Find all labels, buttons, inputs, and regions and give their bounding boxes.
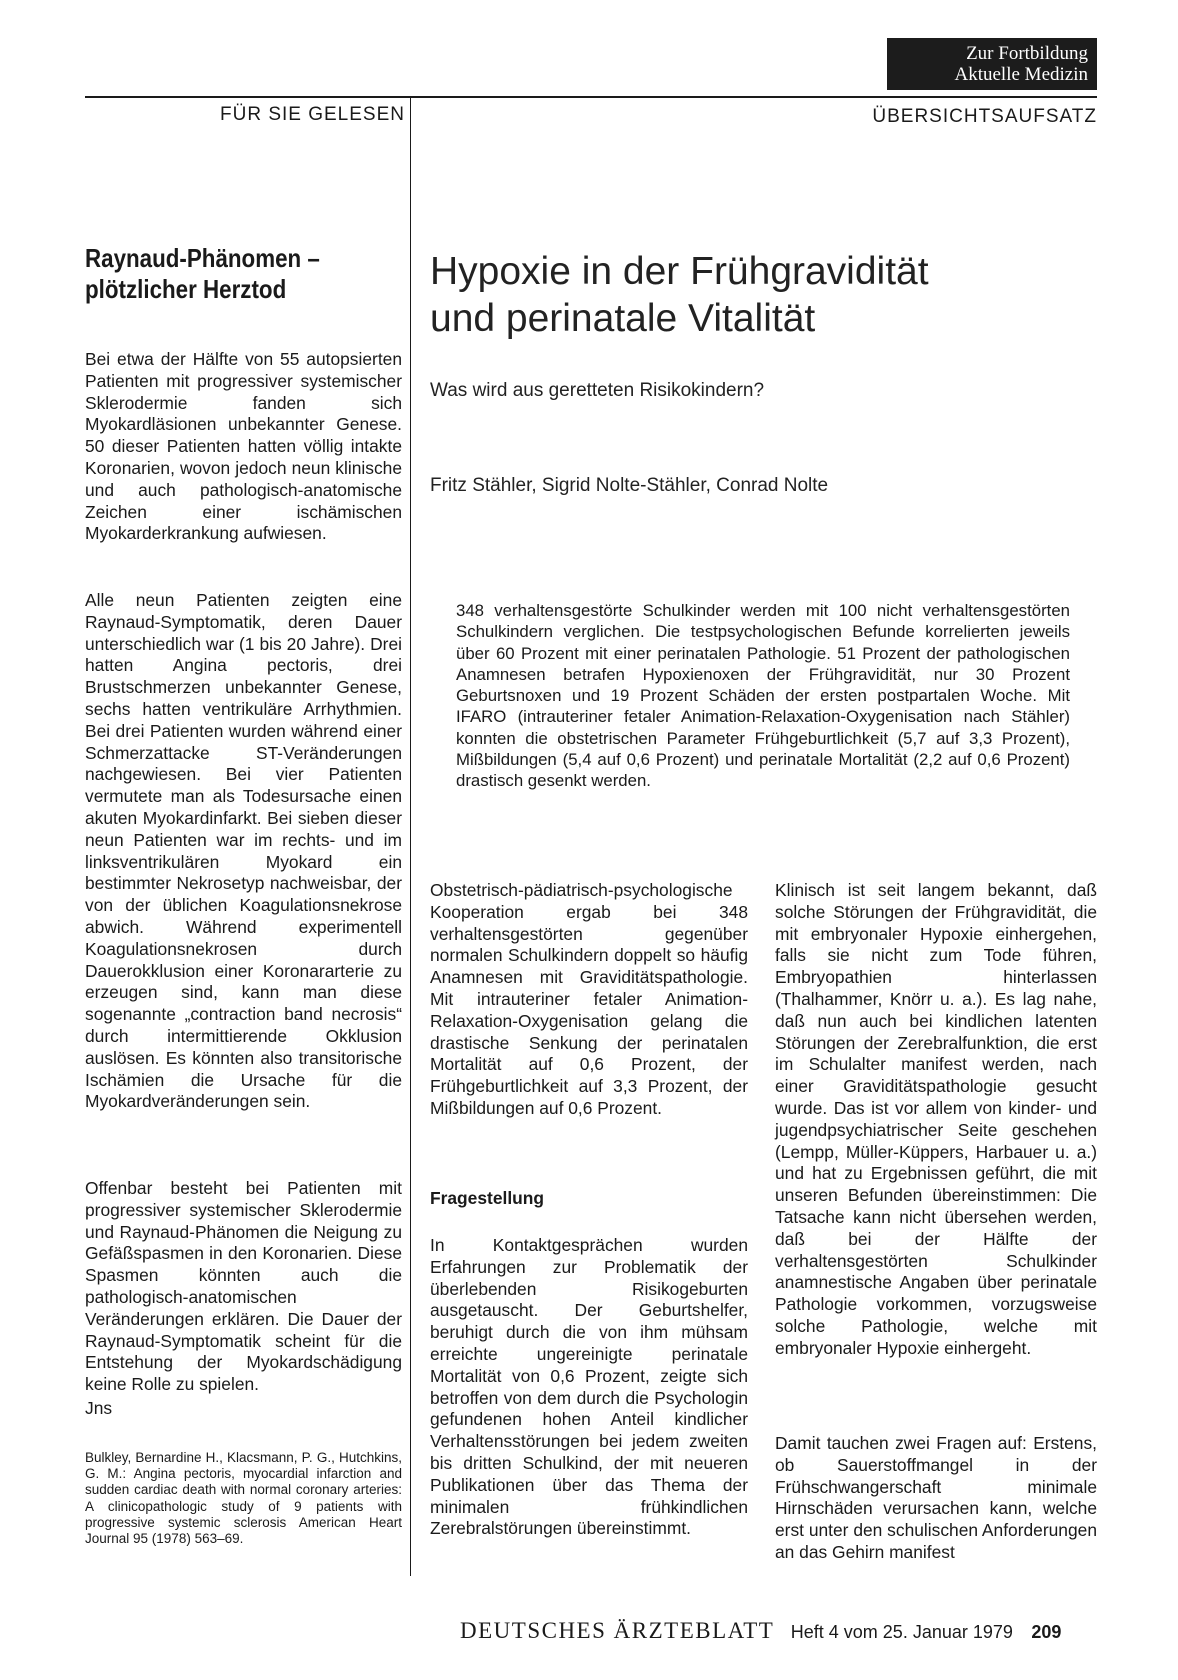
page-footer — [460, 1618, 1097, 1648]
article-paragraph-right-2: Damit tauchen zwei Fragen auf: Erstens, ob Sauerstoffmangel in der Frühschwangerschaft minimale Hirnschäden verursachen kann, welche erst unter den schulischen Anforderungen an das Gehirn manifest — [775, 1433, 1097, 1562]
article-section-label: ÜBERSICHTSAUFSATZ — [872, 106, 1097, 127]
fragestellung-paragraph: In Kontaktgesprächen wurden Erfahrungen zur Problematik der überlebenden Risikogeburten ausgetauscht. Der Geburtshelfer, beruhigt durch die von ihm mühsam erreichte ungereinigte perinatale Mortalität von 0,6 Prozent, zeigte sich betroffen von dem durch die Psychologin gefundenen hohen Anteil kindlicher Verhaltensstörungen bei jedem zweiten bis dritten Schulkind, der mit neueren Publikationen über das Thema der minimalen frühkindlichen Zerebralstörungen übereinstimmt. — [430, 1235, 748, 1539]
sidebar-signature: Jns — [85, 1398, 113, 1418]
article-title-line-1: Hypoxie in der Frühgravidität — [430, 250, 929, 293]
sidebar-paragraph-2: Alle neun Patienten zeigten eine Raynaud-Symptomatik, deren Dauer unterschiedlich war (1 bis 20 Jahre). Drei hatten Angina pectoris, drei Brustschmerzen unbekannter Genese, sechs hatten ventrikuläre Arrhythmien. Bei drei Patienten wurden während einer Schmerzattacke ST-Veränderungen nachgewiesen. Bei vier Patienten vermutete man als Todesursache einen akuten Myokardinfarkt. Bei sieben dieser neun Patienten war im rechts- und im linksventrikulären Myokard ein bestimmter Nekrosetyp nachweisbar, der von der üblichen Koagulationsnekrose abwich. Während experimentell Koagulationsnekrosen durch Dauerokklusion einer Koronararterie zu erzeugen sind, kann man diese sogenannte „contraction band necrosis“ durch intermittierende Okklusion auslösen. Es könnten also transitorische Ischämien die Ursache für die Myokardveränderungen sein. — [85, 590, 402, 1112]
article-title-line-2: und perinatale Vitalität — [430, 297, 816, 340]
header-rule — [85, 96, 1097, 98]
section-heading-fragestellung: Fragestellung — [430, 1188, 545, 1208]
article-intro-paragraph: Obstetrisch-pädiatrisch-psychologische Kooperation ergab bei 348 verhaltensgestörten gegenüber normalen Schulkindern doppelt so häufig Anamnesen mit Graviditätspathologie. Mit intrauteriner fetaler Animation-Relaxation-Oxygenisation gelang die drastische Senkung der perinatalen Mortalität auf 0,6 Prozent, der Frühgeburtlichkeit auf 3,3 Prozent, der Mißbildungen auf 0,6 Prozent. — [430, 880, 748, 1118]
page-number: 209 — [1031, 1622, 1062, 1642]
article-abstract: 348 verhaltensgestörte Schulkinder werden mit 100 nicht verhaltensgestörten Schulkindern verglichen. Die testpsychologischen Befunde korrelierten jeweils über 60 Prozent mit einer perinatalen Pathologie. 51 Prozent der pathologischen Anamnesen betrafen Hypoxienoxen der Frühgravidität, nur 30 Prozent Geburtsnoxen und 19 Prozent Schäden der ersten postpartalen Woche. Mit IFARO (intrauteriner fetaler Animation-Relaxation-Oxygenisation nach Stähler) konnten die obstetrischen Parameter Frühgeburtlichkeit (5,7 auf 3,3 Prozent), Mißbildungen (5,4 auf 0,6 Prozent) und perinatale Mortalität (2,2 auf 0,6 Prozent) drastisch gesenkt werden. — [456, 601, 1070, 791]
column-divider — [410, 96, 411, 1576]
article-title — [430, 248, 1097, 342]
sidebar-title-line-2: plötzlicher Herztod — [85, 274, 287, 304]
sidebar-title-line-1: Raynaud-Phänomen – — [85, 243, 320, 273]
article-authors: Fritz Stähler, Sigrid Nolte-Stähler, Conrad Nolte — [430, 475, 829, 496]
sidebar-reference: Bulkley, Bernardine H., Klacsmann, P. G., Hutchkins, G. M.: Angina pectoris, myocardial infarction and sudden cardiac death with normal coronary arteries: A clinicopathologic study of 9 patients with progressive systemic sclerosis American Heart Journal 95 (1978) 563–69. — [85, 1450, 402, 1547]
badge-line-2: Aktuelle Medizin — [954, 64, 1088, 85]
article-subtitle: Was wird aus geretteten Risikokindern? — [430, 380, 765, 401]
badge-line-1: Zur Fortbildung — [966, 43, 1088, 64]
issue-info: Heft 4 vom 25. Januar 1979 — [790, 1622, 1013, 1642]
journal-name: DEUTSCHES ÄRZTEBLATT — [460, 1618, 775, 1643]
section-badge — [887, 38, 1097, 90]
sidebar-section-label: FÜR SIE GELESEN — [220, 104, 405, 125]
sidebar-paragraph-3: Offenbar besteht bei Patienten mit progressiver systemischer Sklerodermie und Raynaud-Phänomen die Neigung zu Gefäßspasmen in den Koronarien. Diese Spasmen könnten auch die pathologisch-anatomischen Veränderungen erklären. Die Dauer der Raynaud-Symptomatik scheint für die Entstehung der Myokardschädigung keine Rolle zu spielen. — [85, 1178, 402, 1395]
sidebar-title — [85, 243, 360, 305]
article-paragraph-right-1: Klinisch ist seit langem bekannt, daß solche Störungen der Frühgravidität, die mit embryonaler Hypoxie einhergehen, falls sie nicht zum Tode führen, Embryopathien hinterlassen (Thalhammer, Knörr u. a.). Es lag nahe, daß nun auch bei kindlichen latenten Störungen der Zerebralfunktion, die erst im Schulalter manifest werden, nach einer Graviditätspathologie gesucht wurde. Das ist vor allem von kinder- und jugendpsychiatrischer Seite geschehen (Lempp, Müller-Küppers, Harbauer u. a.) und hat zu Ergebnissen geführt, die mit unseren Befunden übereinstimmen: Die Tatsache kann nicht übersehen werden, daß bei der Hälfte der verhaltensgestörten Schulkinder anamnestische Angaben über perinatale Pathologie vorkommen, vorzugsweise solche Pathologie, welche mit embryonaler Hypoxie einhergeht. — [775, 880, 1097, 1358]
sidebar-paragraph-1: Bei etwa der Hälfte von 55 autopsierten Patienten mit progressiver systemischer Sklerodermie fanden sich Myokardläsionen unbekannter Genese. 50 dieser Patienten hatten völlig intakte Koronarien, wovon jedoch neun klinische und auch pathologisch-anatomische Zeichen einer ischämischen Myokarderkrankung aufwiesen. — [85, 349, 402, 544]
